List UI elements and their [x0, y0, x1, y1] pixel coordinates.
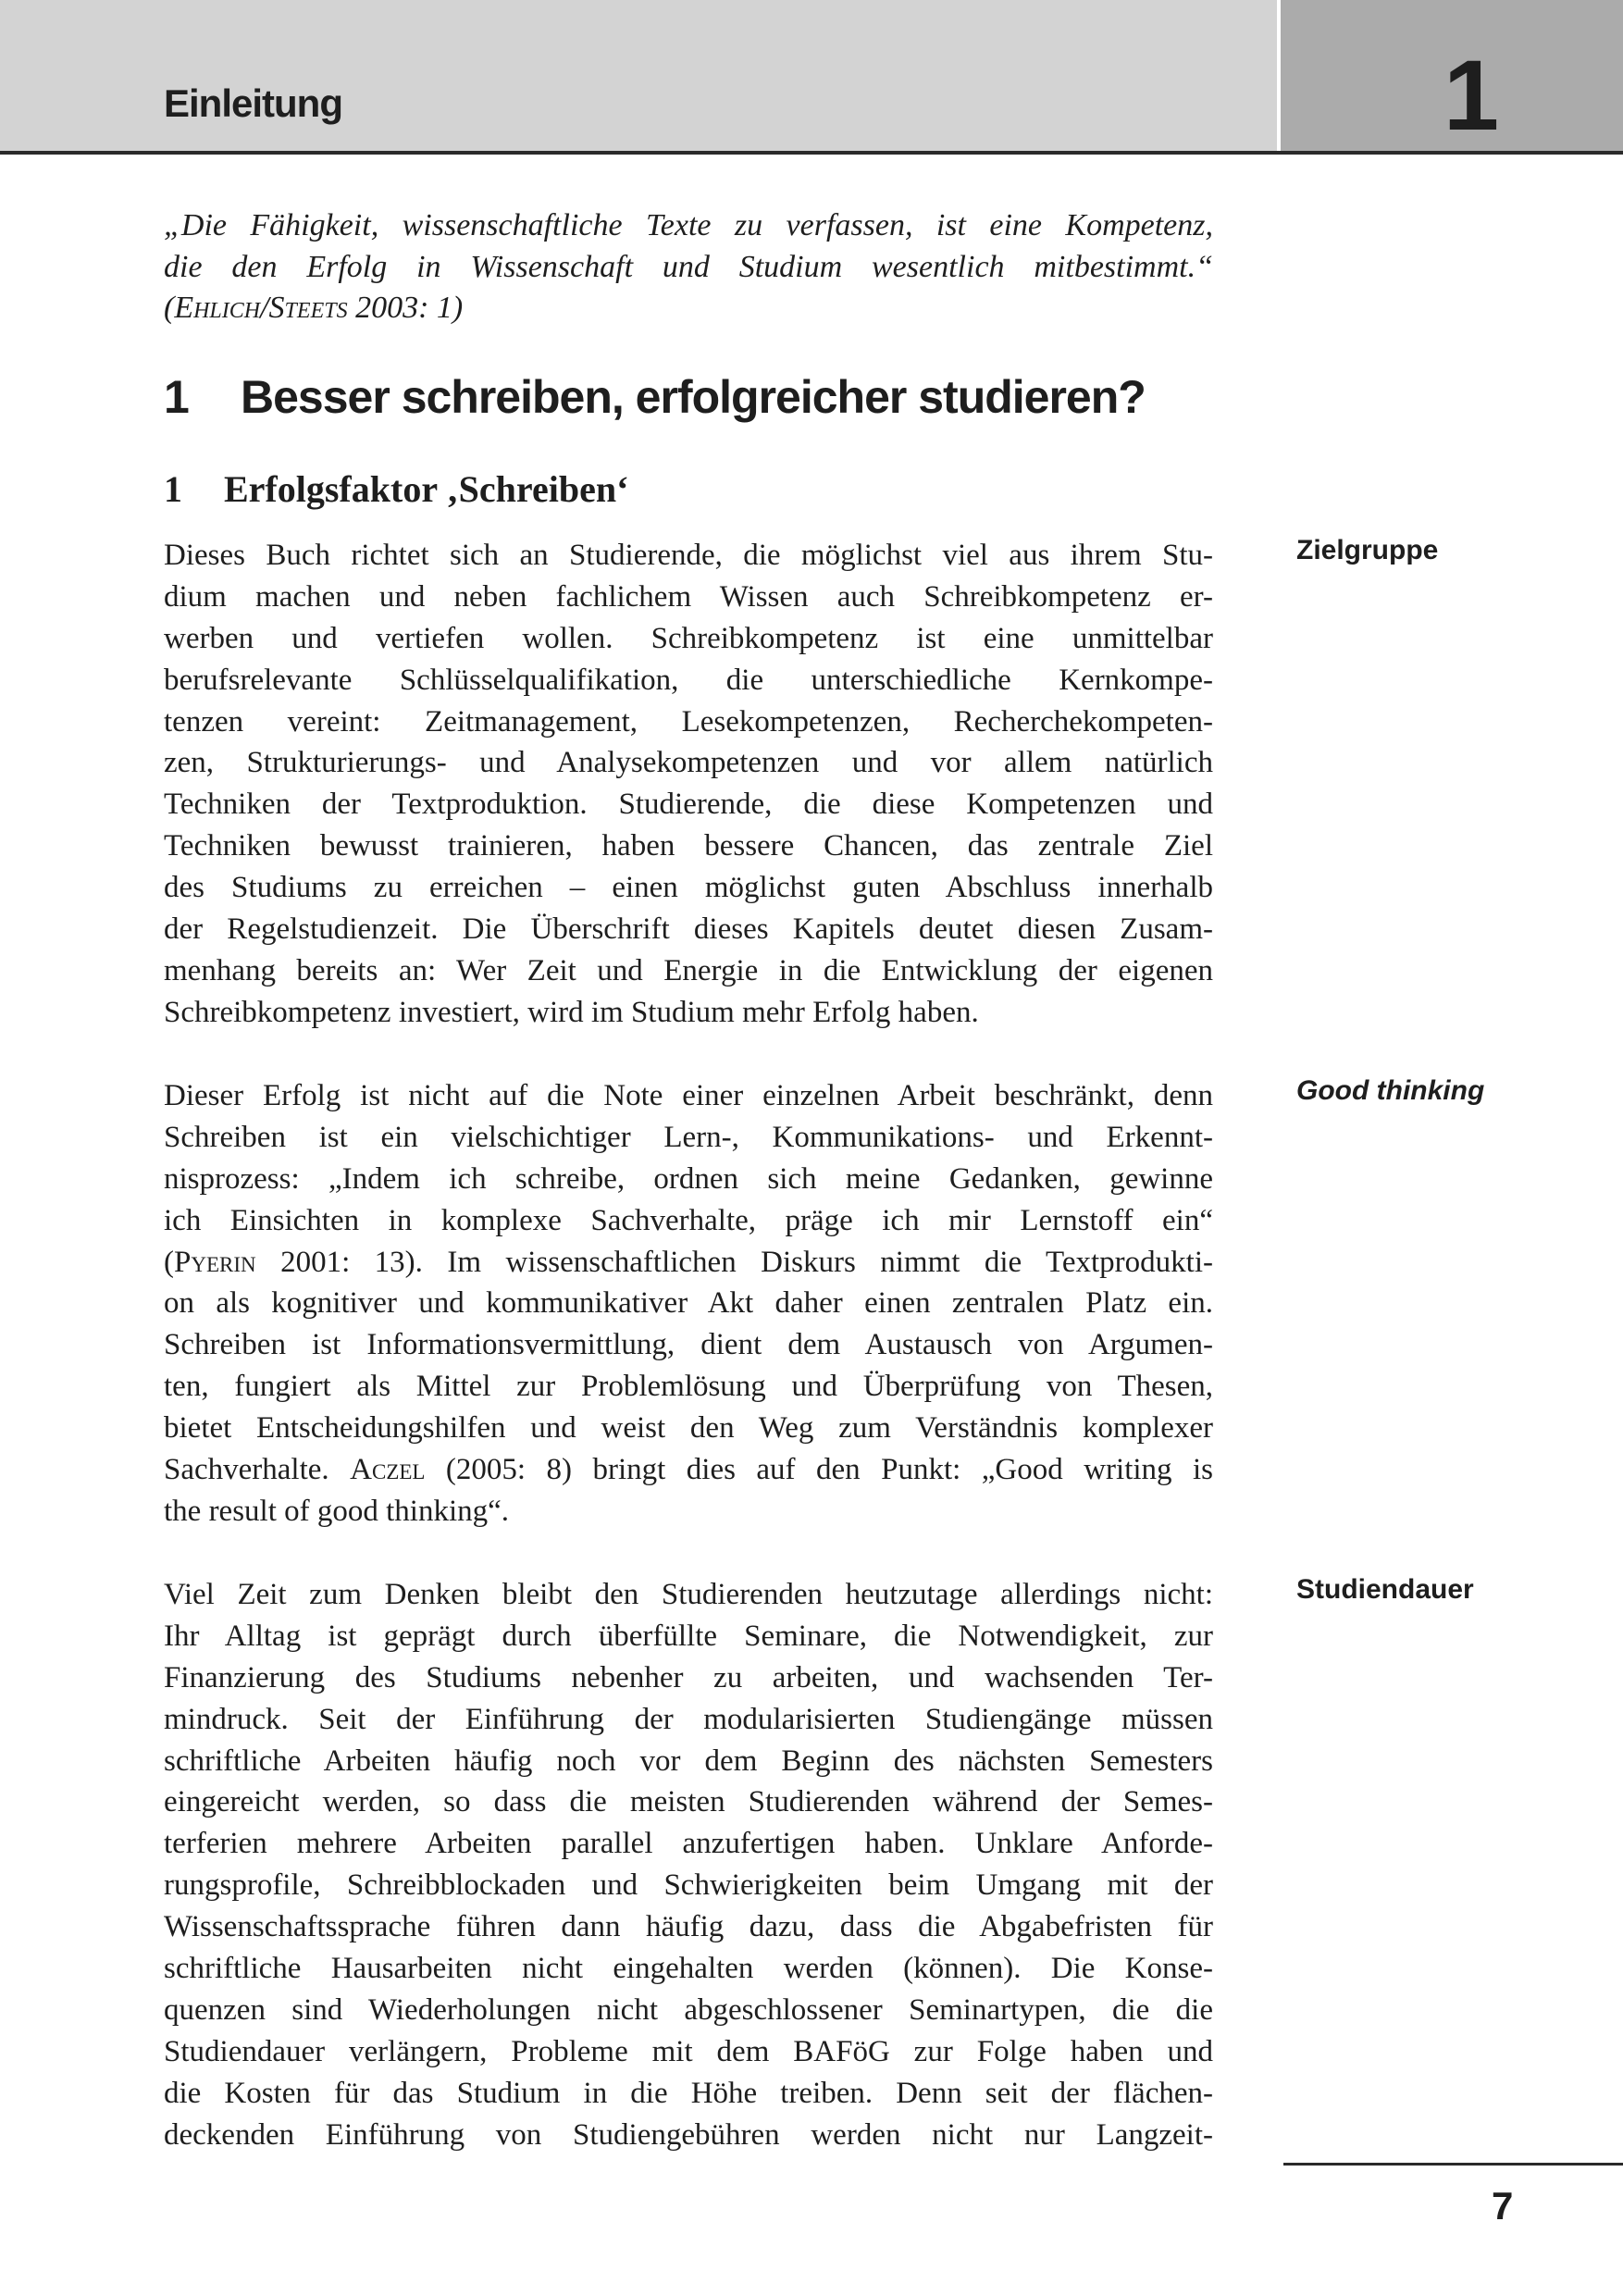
paragraph-line: Dieser Erfolg ist nicht auf die Note einer einzelnen Arbeit beschränkt, denn	[164, 1079, 1213, 1112]
citation-open: (	[164, 291, 175, 325]
margin-note-zielgruppe: Zielgruppe	[1296, 535, 1439, 565]
paragraph-line: schriftliche Hausarbeiten nicht eingehalten werden (können). Die Konse-	[164, 1952, 1213, 1986]
paragraph-line: the result of good thinking“.	[164, 1494, 510, 1528]
subsection-number: 1	[164, 468, 182, 510]
paragraph-line: schriftliche Arbeiten häufig noch vor dem Beginn des nächsten Semesters	[164, 1744, 1213, 1778]
page-number: 7	[1492, 2184, 1514, 2228]
paragraph-line: on als kognitiver und kommunikativer Akt daher einen zentralen Platz ein.	[164, 1286, 1213, 1321]
margin-note-studiendauer: Studiendauer	[1296, 1574, 1474, 1605]
paragraph-line: Viel Zeit zum Denken bleibt den Studierenden heutzutage allerdings nicht:	[164, 1578, 1213, 1611]
paragraph-line: Schreiben ist ein vielschichtiger Lern-, Kommunikations- und Erkennt-	[164, 1120, 1213, 1154]
running-header-title: Einleitung	[164, 81, 342, 125]
paragraph-line: Ihr Alltag ist geprägt durch überfüllte Seminare, die Notwendigkeit, zur	[164, 1619, 1213, 1653]
paragraph-line: tenzen vereint: Zeitmanagement, Lesekompetenzen, Recherchekompeten-	[164, 704, 1213, 738]
paragraph-line: berufsrelevante Schlüsselqualifikation, die unterschiedliche Kernkompe-	[164, 663, 1213, 697]
paragraph-line: ten, fungiert als Mittel zur Problemlösung und Überprüfung von Thesen,	[164, 1370, 1213, 1404]
subsection-title: Erfolgsfaktor ‚Schreiben‘	[224, 468, 629, 510]
footer-rule	[1283, 2163, 1623, 2166]
paragraph-line: eingereicht werden, so dass die meisten Studierenden während der Semes-	[164, 1785, 1213, 1819]
paragraph-line: bietet Entscheidungshilfen und weist den Weg zum Verständnis komplexer	[164, 1411, 1213, 1446]
margin-note-good-thinking: Good thinking	[1296, 1075, 1485, 1106]
citation-rest: 2003: 1)	[347, 291, 464, 325]
running-header-band	[0, 0, 1277, 151]
author-name: Pyerin	[174, 1245, 256, 1279]
epigraph-quote	[164, 205, 1213, 329]
chapter-number: 1	[1443, 39, 1500, 151]
section-title: Besser schreiben, erfolgreicher studieren?	[241, 371, 1146, 423]
author-name: Aczel	[350, 1453, 426, 1487]
header-rule	[0, 151, 1623, 155]
paragraph-line: Finanzierung des Studiums nebenher zu arbeiten, und wachsenden Ter-	[164, 1660, 1213, 1694]
paragraph-line: ich Einsichten in komplexe Sachverhalte, präge ich mir Lernstoff ein“	[164, 1203, 1213, 1237]
paragraph-line: quenzen sind Wiederholungen nicht abgeschlossener Seminartypen, die die	[164, 1992, 1213, 2027]
paragraph-2	[164, 1075, 1213, 1533]
quote-line: die den Erfolg in Wissenschaft und Studium wesentlich mitbestimmt.“	[164, 249, 1213, 284]
paragraph-line: dium machen und neben fachlichem Wissen auch Schreibkompetenz er-	[164, 579, 1213, 614]
quote-line: „Die Fähigkeit, wissenschaftliche Texte zu verfassen, ist eine Kompetenz,	[164, 208, 1213, 242]
paragraph-line: menhang bereits an: Wer Zeit und Energie in die Entwicklung der eigenen	[164, 953, 1213, 987]
paragraph-line: (Pyerin 2001: 13). Im wissenschaftlichen Diskurs nimmt die Textprodukti-	[164, 1245, 1213, 1279]
paragraph-line: die Kosten für das Studium in die Höhe treiben. Denn seit der flächen-	[164, 2076, 1213, 2110]
paragraph-line: Sachverhalte. Aczel (2005: 8) bringt dies auf den Punkt: „Good writing is	[164, 1453, 1213, 1487]
paragraph-line: werben und vertiefen wollen. Schreibkompetenz ist eine unmittelbar	[164, 621, 1213, 655]
paragraph-3	[164, 1574, 1213, 2155]
paragraph-line: rungsprofile, Schreibblockaden und Schwierigkeiten beim Umgang mit der	[164, 1868, 1213, 1903]
paragraph-line: des Studiums zu erreichen – einen möglichst guten Abschluss innerhalb	[164, 871, 1213, 905]
paragraph-line: Techniken bewusst trainieren, haben bessere Chancen, das zentrale Ziel	[164, 829, 1213, 863]
paragraph-line: zen, Strukturierungs- und Analysekompetenzen und vor allem natürlich	[164, 746, 1213, 780]
paragraph-line: nisprozess: „Indem ich schreibe, ordnen sich meine Gedanken, gewinne	[164, 1161, 1213, 1196]
quote-citation	[164, 288, 1213, 329]
paragraph-line: Techniken der Textproduktion. Studierende, die diese Kompetenzen und	[164, 788, 1213, 822]
paragraph-1	[164, 535, 1213, 1034]
subsection-heading	[164, 467, 628, 511]
paragraph-line: Schreiben ist Informationsvermittlung, dient dem Austausch von Argumen-	[164, 1328, 1213, 1362]
section-number: 1	[164, 371, 189, 423]
paragraph-line: Studiendauer verlängern, Probleme mit dem BAFöG zur Folge haben und	[164, 2034, 1213, 2068]
paragraph-line: Schreibkompetenz investiert, wird im Studium mehr Erfolg haben.	[164, 995, 979, 1029]
paragraph-line: mindruck. Seit der Einführung der modularisierten Studiengänge müssen	[164, 1702, 1213, 1736]
paragraph-line: deckenden Einführung von Studiengebühren werden nicht nur Langzeit-	[164, 2117, 1213, 2152]
paragraph-line: Wissenschaftssprache führen dann häufig dazu, dass die Abgabefristen für	[164, 1910, 1213, 1944]
paragraph-line: Dieses Buch richtet sich an Studierende, die möglichst viel aus ihrem Stu-	[164, 539, 1213, 572]
paragraph-line: der Regelstudienzeit. Die Überschrift dieses Kapitels deutet diesen Zusam-	[164, 912, 1213, 947]
section-heading	[164, 370, 1146, 424]
citation-authors: Ehlich/Steets	[174, 291, 348, 325]
paragraph-line: terferien mehrere Arbeiten parallel anzufertigen haben. Unklare Anforde-	[164, 1827, 1213, 1861]
